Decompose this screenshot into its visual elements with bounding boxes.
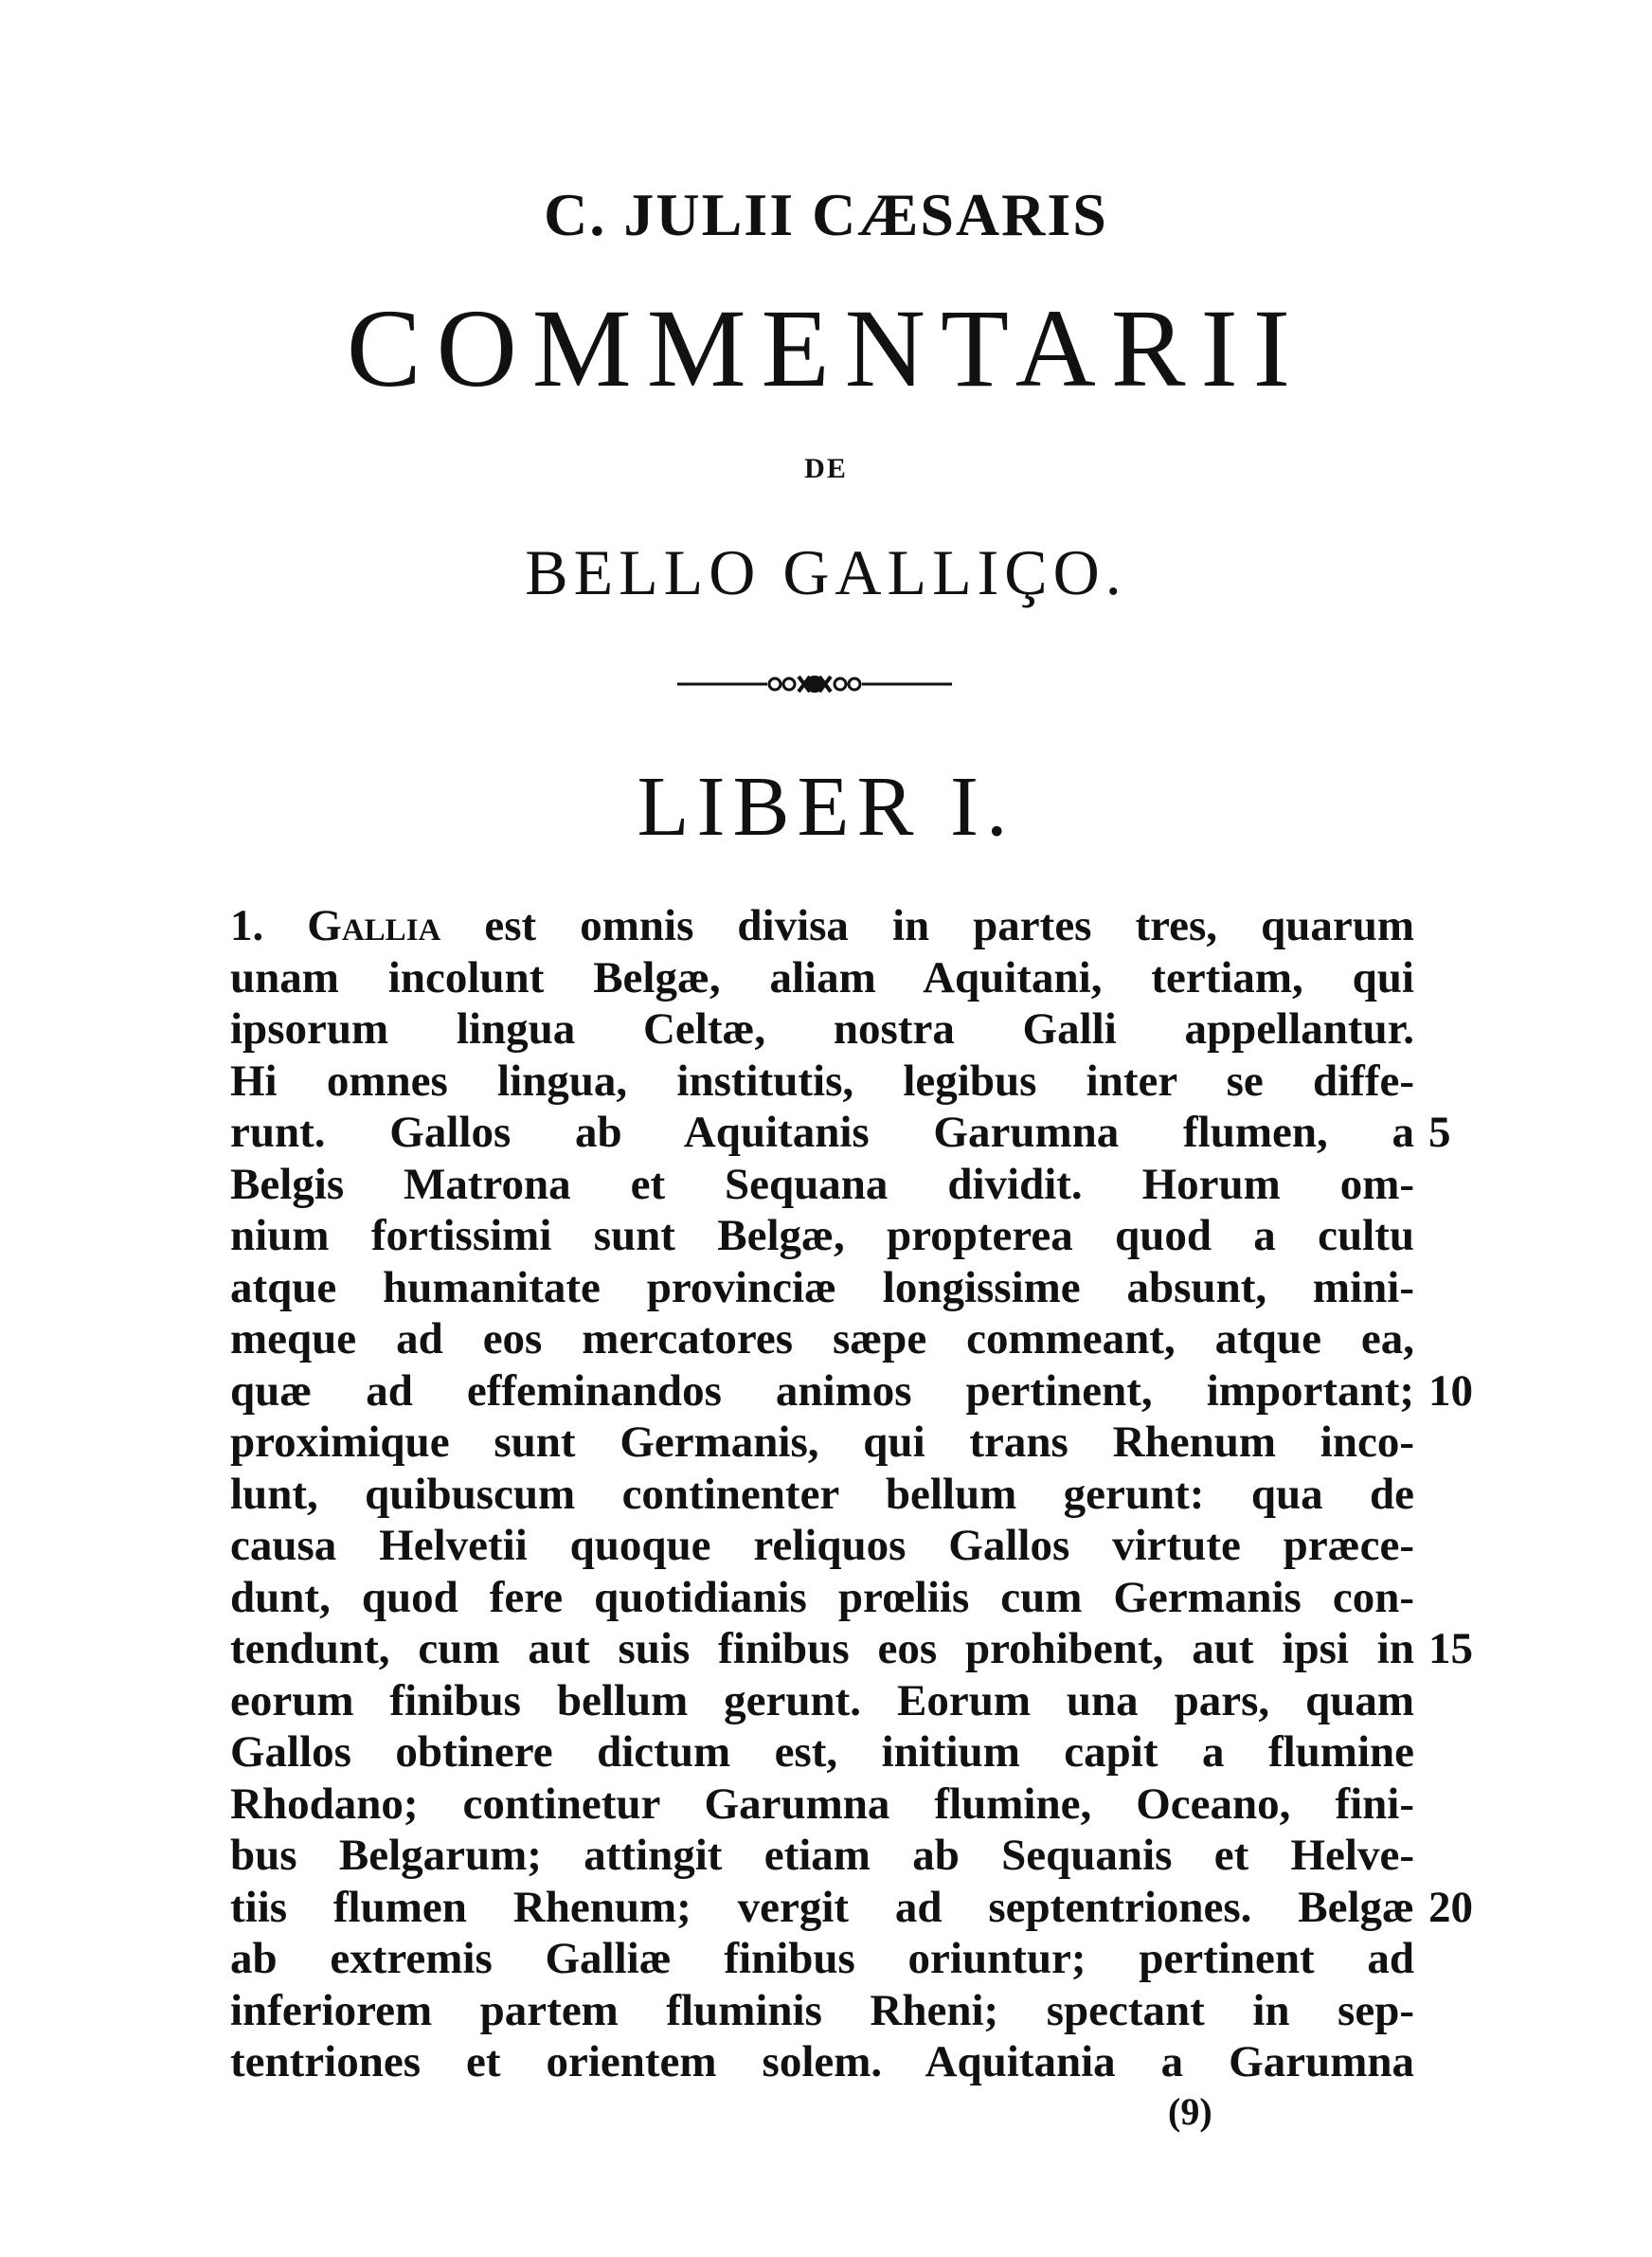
text-line: Rhodano; continetur Garumna flumine, Oceano, fini-	[230, 1779, 1414, 1829]
text-line: bus Belgarum; attingit etiam ab Sequanis et Helve-	[230, 1831, 1414, 1880]
book-heading: LIBER I.	[637, 760, 1015, 854]
text-line: inferiorem partem fluminis Rheni; spectant in sep-	[230, 1985, 1414, 2035]
text-line: tentriones et orientem solem. Aquitania a Garumna	[230, 2037, 1414, 2086]
text-line: eorum finibus bellum gerunt. Eorum una pars, quam	[230, 1675, 1414, 1725]
text-line	[230, 900, 1414, 952]
first-line-rest: est omnis divisa in partes tres, quarum	[440, 901, 1415, 950]
text-line: tendunt, cum aut suis finibus eos prohibent, aut ipsi in 15	[230, 1624, 1473, 1673]
line-number-20: 20	[1428, 1882, 1473, 1932]
text-line: nium fortissimi sunt Belgæ, propterea quod a cultu	[230, 1211, 1414, 1260]
text-line: Belgis Matrona et Sequana dividit. Horum om-	[230, 1159, 1414, 1209]
text-line: tiis flumen Rhenum; vergit ad septentriones. Belgæ 20	[230, 1882, 1473, 1932]
title-connector: DE	[804, 453, 848, 484]
line-number-15: 15	[1428, 1624, 1473, 1673]
text-line: runt. Gallos ab Aquitanis Garumna flumen, a 5	[230, 1108, 1451, 1157]
work-title: COMMENTARII	[346, 286, 1306, 410]
text-line: ipsorum lingua Celtæ, nostra Galli appellantur.	[230, 1004, 1414, 1054]
text-line: meque ad eos mercatores sæpe commeant, atque ea,	[230, 1314, 1414, 1363]
text-line: Gallos obtinere dictum est, initium capit a flumine	[230, 1727, 1414, 1777]
work-subtitle: BELLO GALLIÇO.	[525, 536, 1127, 608]
text-line: causa Helvetii quoque reliquos Gallos virtute præce-	[230, 1521, 1414, 1570]
text-line: proximique sunt Germanis, qui trans Rhenum inco-	[230, 1417, 1414, 1467]
text-line: ab extremis Galliæ finibus oriuntur; pertinent ad	[230, 1934, 1414, 1983]
line-number-5: 5	[1428, 1108, 1451, 1157]
text-line: atque humanitate provinciæ longissime absunt, mini-	[230, 1262, 1414, 1312]
text-line: unam incolunt Belgæ, aliam Aquitani, tertiam, qui	[230, 952, 1414, 1002]
ornament-divider	[677, 663, 952, 701]
text-line: quæ ad effeminandos animos pertinent, important; 10	[230, 1365, 1473, 1416]
text-line: dunt, quod fere quotidianis prœliis cum Germanis con-	[230, 1572, 1414, 1622]
chapter-text	[230, 900, 1473, 2088]
chapter-number: 1.	[230, 901, 264, 950]
line-number-10: 10	[1428, 1365, 1473, 1416]
page-number: (9)	[1168, 2090, 1212, 2133]
author-heading: C. JULII CÆSARIS	[544, 181, 1108, 248]
chapter-first-word: Gallia	[307, 901, 441, 950]
text-line: lunt, quibuscum continenter bellum gerunt: qua de	[230, 1469, 1414, 1519]
text-line: Hi omnes lingua, institutis, legibus inter se diffe-	[230, 1056, 1414, 1106]
